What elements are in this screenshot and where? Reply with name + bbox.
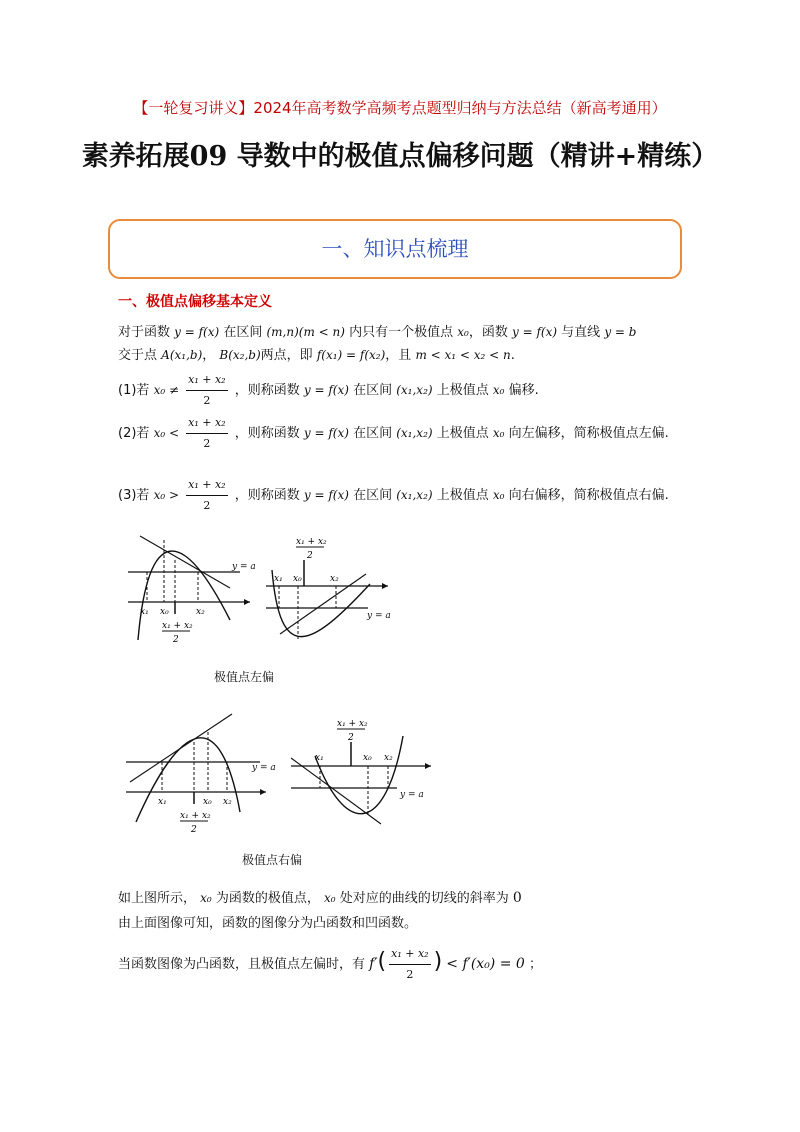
label-x2: x₂ [223, 797, 232, 807]
intro-line-2: 交于点 A(x₁,b)， B(x₂,b)两点，即 f(x₁) = f(x₂)，且 m < x₁ < x₂ < n. [118, 348, 515, 363]
label-frac-den: 2 [191, 825, 197, 835]
label-frac-num: x₁ + x₂ [296, 537, 327, 547]
intro-line-1: 对于函数 y = f(x) 在区间 (m,n)(m < n) 内只有一个极值点 x₀，函数 y = f(x) 与直线 y = b [118, 325, 637, 340]
conclusion-line-2: 由上面图像可知，函数的图像分为凸函数和凹函数。 [118, 916, 418, 931]
definition-item-3: (3)若 x₀ > $\frac{\text{x₁ + x₂}}{2}$ ，则称函数 y = f(x) 在区间 (x₁,x₂) 上极值点 x₀ 向右偏移，简称极值点右偏. [118, 475, 688, 516]
section-title: 一、知识点梳理 [321, 237, 469, 261]
figure-right-shift-concave [120, 712, 270, 840]
tangent-line [130, 714, 232, 782]
curve [136, 738, 240, 822]
label-frac-den: 2 [307, 551, 313, 561]
axis [126, 789, 266, 795]
label-x0: x₀ [293, 574, 302, 584]
label-x1: x₁ [158, 797, 167, 807]
label-frac-den: 2 [173, 635, 179, 645]
figure-right-shift-convex [285, 716, 435, 831]
fraction-midpoint: $\frac{\text{x₁ + x₂}}{2}$ [186, 413, 227, 454]
label-frac-num: x₁ + x₂ [162, 621, 193, 631]
axis [291, 763, 431, 769]
figure-left-shift-concave [120, 530, 260, 650]
label-frac-den: 2 [348, 733, 354, 743]
definition-item-1: (1)若 x₀ ≠ $\frac{\text{x₁ + x₂}}{2}$ ，则称函数 y = f(x) 在区间 (x₁,x₂) 上极值点 x₀ 偏移. [118, 370, 688, 411]
conclusion-line-1: 如上图所示， x₀ 为函数的极值点， x₀ 处对应的曲线的切线的斜率为 0 [118, 890, 522, 906]
figure-caption-left-shift: 极值点左偏 [214, 670, 275, 684]
label-y-eq-a: y = a [400, 790, 424, 800]
conclusion-line-3: 当函数图像为凸函数，且极值点左偏时，有 f′( $\frac{\text{x₁ + x₂}}{2}$ ) < f′(x₀) = 0 ； [118, 944, 718, 985]
fraction-midpoint: $\frac{\text{x₁ + x₂}}{2}$ [389, 944, 430, 985]
curve [315, 736, 403, 814]
label-frac-num: x₁ + x₂ [337, 719, 368, 729]
tangent-line [140, 536, 230, 588]
label-x1: x₁ [274, 574, 283, 584]
axis [128, 599, 250, 605]
label-x0: x₀ [203, 797, 212, 807]
label-x1: x₁ [140, 607, 149, 617]
label-x2: x₂ [196, 607, 205, 617]
label-y-eq-a: y = a [232, 562, 256, 572]
section-header-box [108, 219, 682, 279]
fraction-midpoint: $\frac{\text{x₁ + x₂}}{2}$ [186, 475, 227, 516]
label-x1: x₁ [315, 753, 324, 763]
label-x0: x₀ [160, 607, 169, 617]
page-title: 素养拓展09 导数中的极值点偏移问题（精讲+精练） [81, 141, 719, 172]
definition-heading: 一、极值点偏移基本定义 [118, 294, 272, 310]
label-x2: x₂ [384, 753, 393, 763]
label-x0: x₀ [363, 753, 372, 763]
label-x2: x₂ [330, 574, 339, 584]
label-frac-num: x₁ + x₂ [180, 811, 211, 821]
series-title: 【一轮复习讲义】2024年高考数学高频考点题型归纳与方法总结（新高考通用） [133, 99, 667, 117]
label-y-eq-a: y = a [252, 763, 276, 773]
definition-item-2: (2)若 x₀ < $\frac{\text{x₁ + x₂}}{2}$ ，则称函数 y = f(x) 在区间 (x₁,x₂) 上极值点 x₀ 向左偏移，简称极值点左偏. [118, 413, 688, 454]
label-y-eq-a: y = a [367, 611, 391, 621]
curve [272, 570, 370, 637]
fraction-midpoint: $\frac{\text{x₁ + x₂}}{2}$ [186, 370, 227, 411]
figure-left-shift-convex [260, 534, 400, 649]
figure-caption-right-shift: 极值点右偏 [242, 853, 303, 867]
